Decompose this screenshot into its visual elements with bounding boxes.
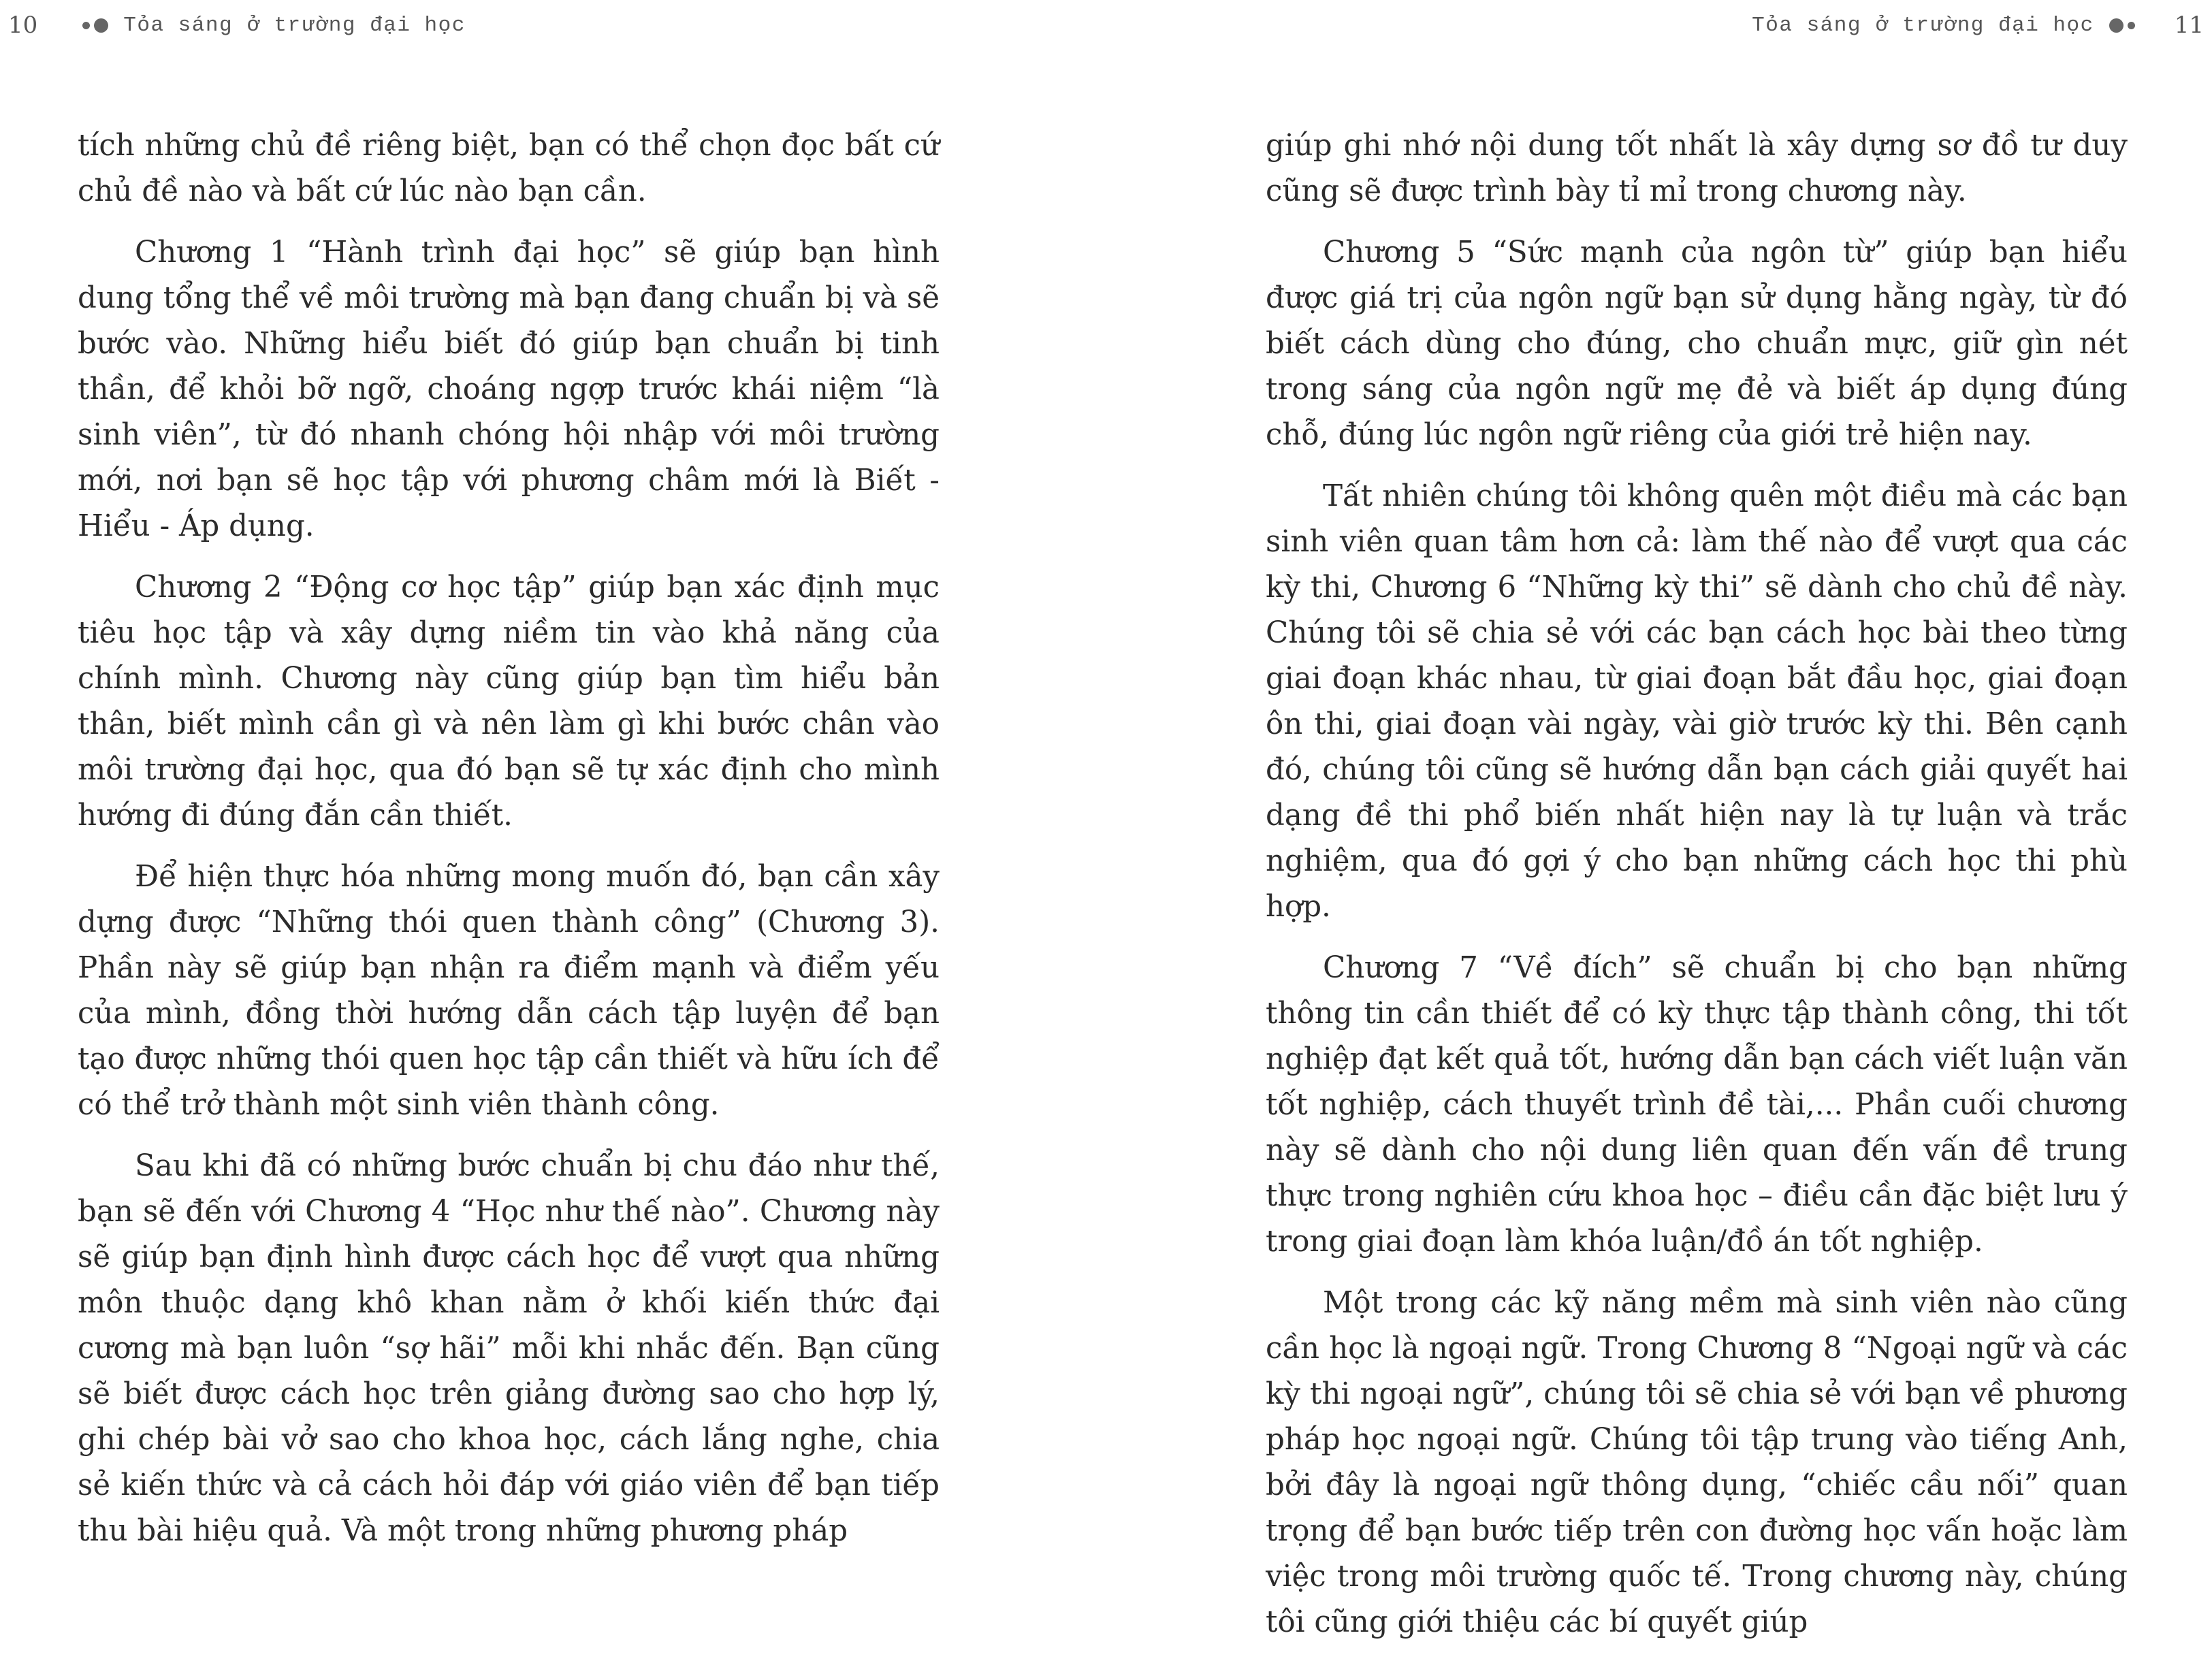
left-page-body xyxy=(78,123,940,1570)
left-page xyxy=(0,0,1106,1548)
paragraph: Chương 2 “Động cơ học tập” giúp bạn xác định mục tiêu học tập và xây dựng niềm tin vào khả năng của chính mình. Chương này cũng giúp bạn tìm hiểu bản thân, biết mình cần gì và nên làm gì khi bước chân vào môi trường đại học, qua đó bạn sẽ tự xác định cho mình hướng đi đúng đắn cần thiết. xyxy=(78,570,940,833)
paragraph: Tất nhiên chúng tôi không quên một điều mà các bạn sinh viên quan tâm hơn cả: làm thế nào để vượt qua các kỳ thi, Chương 6 “Những kỳ thi” sẽ dành cho chủ đề này. Chúng tôi sẽ chia sẻ với các bạn cách học bài theo từng giai đoạn khác nhau, từ giai đoạn bắt đầu học, giai đoạn ôn thi, giai đoạn vài ngày, vài giờ trước kỳ thi. Bên cạnh đó, chúng tôi cũng sẽ hướng dẫn bạn cách giải quyết hai dạng đề thi phổ biến nhất hiện nay là tự luận và trắc nghiệm, qua đó gợi ý cho bạn những cách học thi phù hợp. xyxy=(1266,479,2128,924)
page-number: 10 xyxy=(8,12,38,39)
small-dot-icon xyxy=(82,22,90,29)
left-page-header xyxy=(8,10,466,41)
right-page xyxy=(1106,0,2212,1639)
paragraph: Chương 7 “Về đích” sẽ chuẩn bị cho bạn những thông tin cần thiết để có kỳ thực tập thành công, thi tốt nghiệp đạt kết quả tốt, hướng dẫn bạn cách viết luận văn tốt nghiệp, cách thuyết trình đề tài,... Phần cuối chương này sẽ dành cho nội dung liên quan đến vấn đề trung thực trong nghiên cứu khoa học – điều cần đặc biệt lưu ý trong giai đoạn làm khóa luận/đồ án tốt nghiệp. xyxy=(1266,951,2128,1259)
right-page-header xyxy=(1752,10,2204,41)
running-title: Tỏa sáng ở trường đại học xyxy=(1752,13,2094,37)
paragraph: Sau khi đã có những bước chuẩn bị chu đáo như thế, bạn sẽ đến với Chương 4 “Học như thế nào”. Chương này sẽ giúp bạn định hình được cách học để vượt qua những môn thuộc dạng khô khan nằm ở khối kiến thức đại cương mà bạn luôn “sợ hãi” mỗi khi nhắc đến. Bạn cũng sẽ biết được cách học trên giảng đường sao cho hợp lý, ghi chép bài vở sao cho khoa học, cách lắng nghe, chia sẻ kiến thức và cả cách hỏi đáp với giáo viên để bạn tiếp thu bài hiệu quả. Và một trong những phương pháp xyxy=(78,1149,940,1548)
paragraph: Để hiện thực hóa những mong muốn đó, bạn cần xây dựng được “Những thói quen thành công” (Chương 3). Phần này sẽ giúp bạn nhận ra điểm mạnh và điểm yếu của mình, đồng thời hướng dẫn cách tập luyện để bạn tạo được những thói quen học tập cần thiết và hữu ích để có thể trở thành một sinh viên thành công. xyxy=(78,860,940,1122)
right-page-body xyxy=(1266,123,2128,1661)
large-dot-icon xyxy=(94,18,108,33)
paragraph: giúp ghi nhớ nội dung tốt nhất là xây dựng sơ đồ tư duy cũng sẽ được trình bày tỉ mỉ trong chương này. xyxy=(1266,129,2128,208)
paragraph: Một trong các kỹ năng mềm mà sinh viên nào cũng cần học là ngoại ngữ. Trong Chương 8 “Ngoại ngữ và các kỳ thi ngoại ngữ”, chúng tôi sẽ chia sẻ với bạn về phương pháp học ngoại ngữ. Chúng tôi tập trung vào tiếng Anh, bởi đây là ngoại ngữ thông dụng, “chiếc cầu nối” quan trọng để bạn bước tiếp trên con đường học vấn hoặc làm việc trong môi trường quốc tế. Trong chương này, chúng tôi cũng giới thiệu các bí quyết giúp xyxy=(1266,1286,2128,1639)
header-ornament-icon xyxy=(2109,18,2135,33)
page-number: 11 xyxy=(2174,12,2204,39)
paragraph: Chương 5 “Sức mạnh của ngôn từ” giúp bạn hiểu được giá trị của ngôn ngữ bạn sử dụng hằng ngày, từ đó biết cách dùng cho đúng, cho chuẩn mực, giữ gìn nét trong sáng của ngôn ngữ mẹ đẻ và biết áp dụng đúng chỗ, đúng lúc ngôn ngữ riêng của giới trẻ hiện nay. xyxy=(1266,236,2128,452)
header-ornament-icon xyxy=(82,18,108,33)
paragraph: Chương 1 “Hành trình đại học” sẽ giúp bạn hình dung tổng thể về môi trường mà bạn đang chuẩn bị và sẽ bước vào. Những hiểu biết đó giúp bạn chuẩn bị tinh thần, để khỏi bỡ ngỡ, choáng ngợp trước khái niệm “là sinh viên”, từ đó nhanh chóng hội nhập với môi trường mới, nơi bạn sẽ học tập với phương châm mới là Biết - Hiểu - Áp dụng. xyxy=(78,236,940,543)
paragraph: tích những chủ đề riêng biệt, bạn có thể chọn đọc bất cứ chủ đề nào và bất cứ lúc nào bạn cần. xyxy=(78,129,940,208)
running-title: Tỏa sáng ở trường đại học xyxy=(123,13,466,37)
small-dot-icon xyxy=(2128,22,2135,29)
large-dot-icon xyxy=(2109,18,2123,33)
